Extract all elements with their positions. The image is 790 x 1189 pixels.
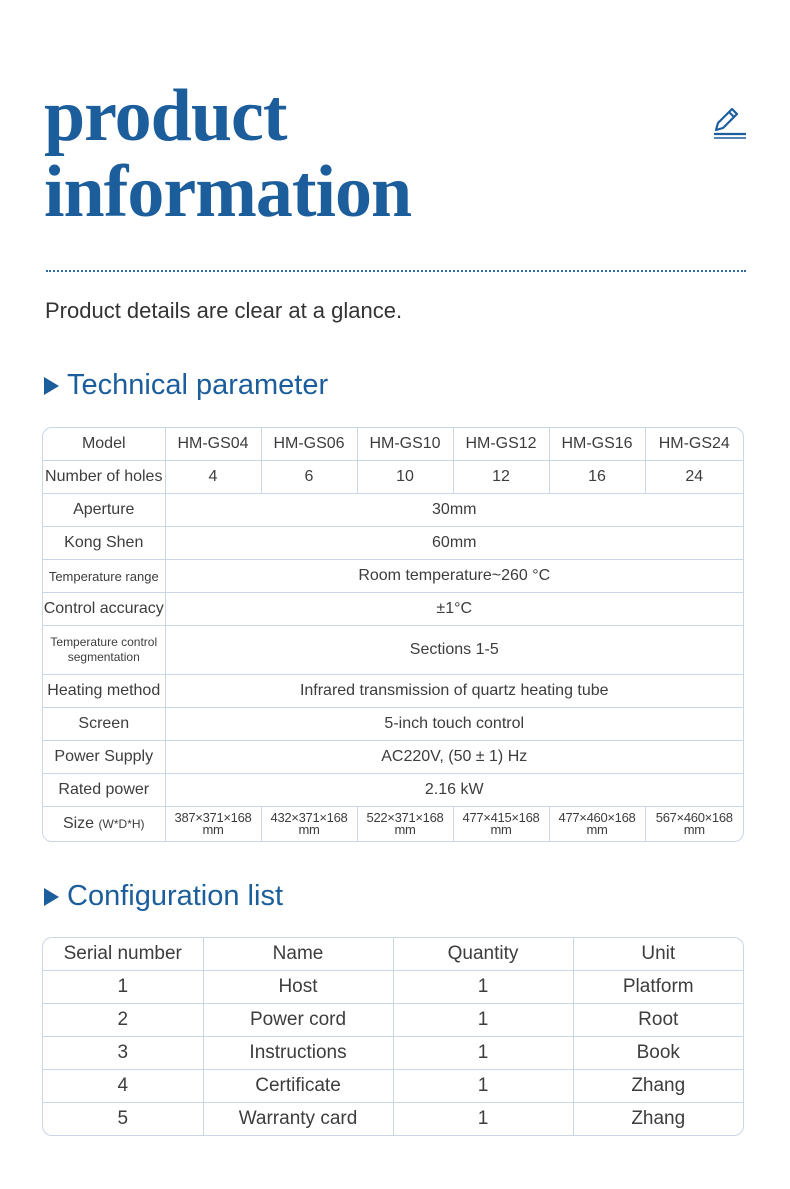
model-cell: HM-GS06 <box>261 428 357 461</box>
table-row-holes <box>43 461 743 494</box>
table-row-temp-range <box>43 560 743 593</box>
row-label-kongshen: Kong Shen <box>43 527 165 560</box>
section-title-configuration <box>44 880 283 913</box>
quantity-cell: 1 <box>393 971 573 1004</box>
model-cell: HM-GS12 <box>453 428 549 461</box>
row-label-screen: Screen <box>43 708 165 741</box>
technical-parameter-table <box>42 427 744 842</box>
title-line-information: information <box>44 151 412 233</box>
model-cell: HM-GS16 <box>549 428 645 461</box>
table-row-model <box>43 428 743 461</box>
table-row-power-supply <box>43 741 743 774</box>
row-label-aperture: Aperture <box>43 494 165 527</box>
serial-cell: 2 <box>43 1004 203 1037</box>
kongshen-value: 60mm <box>165 527 743 560</box>
table-row-aperture <box>43 494 743 527</box>
table-row-heating <box>43 675 743 708</box>
size-cell: 567×460×168 mm <box>645 807 743 842</box>
name-cell: Host <box>203 971 393 1004</box>
size-cell: 387×371×168 mm <box>165 807 261 842</box>
quantity-cell: 1 <box>393 1004 573 1037</box>
model-cell: HM-GS10 <box>357 428 453 461</box>
row-label-power-supply: Power Supply <box>43 741 165 774</box>
table-row <box>43 1103 743 1136</box>
unit-cell: Zhang <box>573 1070 743 1103</box>
configuration-list-table <box>42 937 744 1136</box>
page-title <box>44 75 412 233</box>
serial-cell: 5 <box>43 1103 203 1136</box>
table-row <box>43 971 743 1004</box>
row-label-rated-power: Rated power <box>43 774 165 807</box>
table-row <box>43 1070 743 1103</box>
size-cell: 432×371×168 mm <box>261 807 357 842</box>
unit-cell: Zhang <box>573 1103 743 1136</box>
row-label-segmentation: Temperature control segmentation <box>43 626 165 675</box>
name-cell: Warranty card <box>203 1103 393 1136</box>
title-line-product: product <box>44 75 287 157</box>
unit-cell: Root <box>573 1004 743 1037</box>
column-header: Unit <box>573 938 743 971</box>
row-label-size <box>43 807 165 842</box>
unit-cell: Platform <box>573 971 743 1004</box>
quantity-cell: 1 <box>393 1037 573 1070</box>
holes-cell: 4 <box>165 461 261 494</box>
table-header-row <box>43 938 743 971</box>
row-label-holes: Number of holes <box>43 461 165 494</box>
table-row-rated-power <box>43 774 743 807</box>
row-label-model: Model <box>43 428 165 461</box>
column-header: Name <box>203 938 393 971</box>
heating-value: Infrared transmission of quartz heating tube <box>165 675 743 708</box>
size-cell: 522×371×168 mm <box>357 807 453 842</box>
table-row-segmentation <box>43 626 743 675</box>
unit-cell: Book <box>573 1037 743 1070</box>
table-row <box>43 1037 743 1070</box>
table-row-size <box>43 807 743 842</box>
holes-cell: 10 <box>357 461 453 494</box>
section-title-configuration-text: Configuration list <box>67 880 283 912</box>
table-row-accuracy <box>43 593 743 626</box>
screen-value: 5-inch touch control <box>165 708 743 741</box>
size-dims-label: (W*D*H) <box>98 817 145 831</box>
name-cell: Instructions <box>203 1037 393 1070</box>
accuracy-value: ±1°C <box>165 593 743 626</box>
name-cell: Certificate <box>203 1070 393 1103</box>
section-title-technical-text: Technical parameter <box>67 369 329 401</box>
model-cell: HM-GS04 <box>165 428 261 461</box>
temp-range-value: Room temperature~260 °C <box>165 560 743 593</box>
serial-cell: 4 <box>43 1070 203 1103</box>
holes-cell: 6 <box>261 461 357 494</box>
model-cell: HM-GS24 <box>645 428 743 461</box>
table-row <box>43 1004 743 1037</box>
dotted-divider <box>46 270 746 272</box>
holes-cell: 12 <box>453 461 549 494</box>
power-supply-value: AC220V, (50 ± 1) Hz <box>165 741 743 774</box>
row-label-heating: Heating method <box>43 675 165 708</box>
table-row-screen <box>43 708 743 741</box>
segmentation-value: Sections 1-5 <box>165 626 743 675</box>
triangle-right-icon <box>44 888 59 906</box>
row-label-accuracy: Control accuracy <box>43 593 165 626</box>
size-cell: 477×415×168 mm <box>453 807 549 842</box>
aperture-value: 30mm <box>165 494 743 527</box>
quantity-cell: 1 <box>393 1103 573 1136</box>
table-row-kongshen <box>43 527 743 560</box>
holes-cell: 24 <box>645 461 743 494</box>
serial-cell: 3 <box>43 1037 203 1070</box>
section-title-technical <box>44 369 328 402</box>
pencil-edit-icon <box>708 102 748 142</box>
holes-cell: 16 <box>549 461 645 494</box>
size-cell: 477×460×168 mm <box>549 807 645 842</box>
name-cell: Power cord <box>203 1004 393 1037</box>
column-header: Quantity <box>393 938 573 971</box>
row-label-temp-range: Temperature range <box>43 560 165 593</box>
size-label: Size <box>62 815 95 832</box>
rated-power-value: 2.16 kW <box>165 774 743 807</box>
serial-cell: 1 <box>43 971 203 1004</box>
quantity-cell: 1 <box>393 1070 573 1103</box>
page-subtitle: Product details are clear at a glance. <box>45 298 403 323</box>
triangle-right-icon <box>44 377 59 395</box>
column-header: Serial number <box>43 938 203 971</box>
